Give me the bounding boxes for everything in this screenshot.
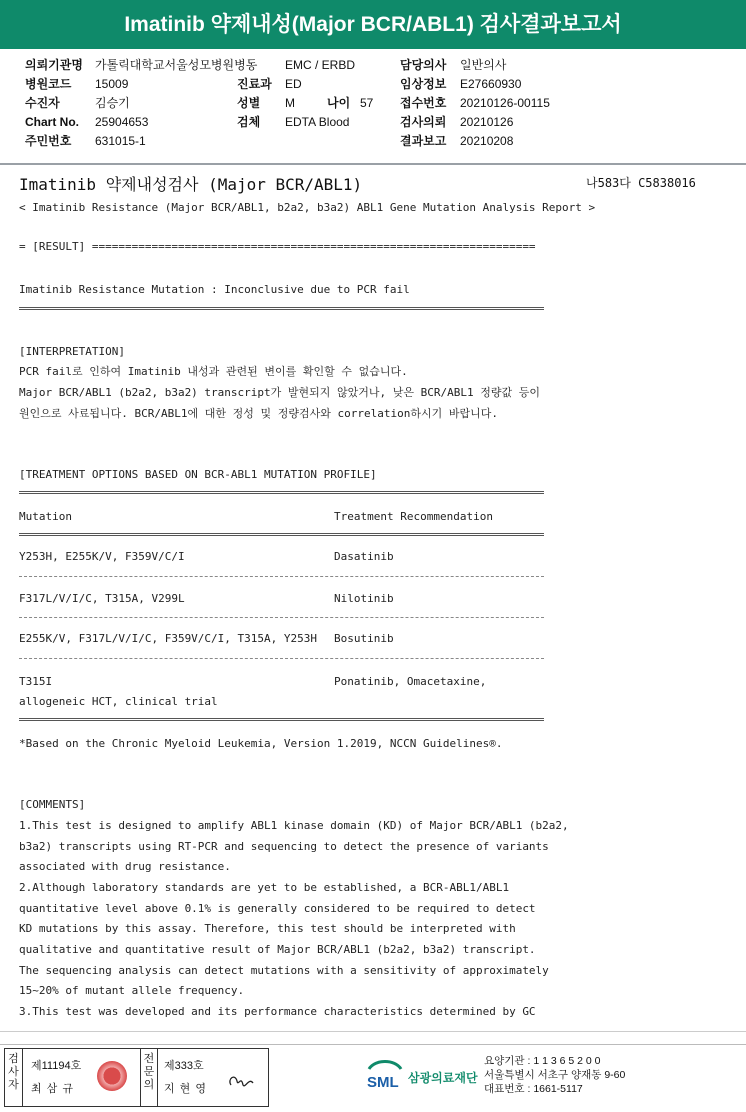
info-label: 임상정보 xyxy=(400,77,447,91)
interpretation-line: 원인으로 사료됩니다. BCR/ABL1에 대한 정성 및 정량검사와 correlation하시기 바랍니다. xyxy=(19,407,498,420)
info-label: 검체 xyxy=(237,115,261,129)
org-code: 요양기관 : 1 1 3 6 5 2 0 0 xyxy=(484,1055,601,1067)
info-label: Chart No. xyxy=(25,115,79,129)
table-row-mutation: F317L/V/I/C, T315A, V299L xyxy=(19,592,185,605)
report-footer xyxy=(0,1044,746,1112)
report-code: 나583다 C5838016 xyxy=(586,176,696,190)
seal-stamp-icon xyxy=(97,1061,127,1091)
info-value: EMC / ERBD xyxy=(285,58,356,72)
result-line: Imatinib Resistance Mutation : Inconclusive due to PCR fail xyxy=(19,283,410,296)
table-row-drug: Bosutinib xyxy=(334,632,394,645)
info-label: 접수번호 xyxy=(400,96,447,110)
comment-line: 2.Although laboratory standards are yet to be established, a BCR-ABL1/ABL1 xyxy=(19,881,510,894)
info-label: 진료과 xyxy=(237,77,272,91)
column-header-mutation: Mutation xyxy=(19,510,72,523)
info-value: 20210126-00115 xyxy=(460,96,550,110)
info-label: 담당의사 xyxy=(400,58,447,72)
divider xyxy=(19,658,544,659)
divider xyxy=(19,617,544,618)
info-value: 25904653 xyxy=(95,115,149,129)
info-value: EDTA Blood xyxy=(285,115,350,129)
interpretation-header: [INTERPRETATION] xyxy=(19,345,125,358)
sml-logo-icon xyxy=(365,1057,405,1096)
age-label: 나이 xyxy=(327,96,351,110)
interpretation-line: PCR fail로 인하여 Imatinib 내성과 관련된 변이를 확인할 수 없습니다. xyxy=(19,365,408,378)
org-info xyxy=(484,1054,625,1096)
divider xyxy=(19,491,544,494)
info-value: ED xyxy=(285,77,302,91)
examiner-name: 최 삼 규 xyxy=(31,1083,74,1095)
signature-icon xyxy=(225,1071,259,1093)
comment-line: 15~20% of mutant allele frequency. xyxy=(19,984,245,997)
comment-line: qualitative and quantitative result of Major BCR/ABL1 (b2a2, b3a2) transcript. xyxy=(19,943,536,956)
info-value: 가톨릭대학교서울성모병원병동 xyxy=(95,58,258,72)
comment-line: 1.This test is designed to amplify ABL1 kinase domain (KD) of Major BCR/ABL1 (b2a2, xyxy=(19,819,569,832)
comment-line: associated with drug resistance. xyxy=(19,860,231,873)
patient-info-block xyxy=(0,49,746,165)
comment-line: The sequencing analysis can detect mutations with a sensitivity of approximately xyxy=(19,964,549,977)
info-label: 성별 xyxy=(237,96,261,110)
org-phone: 대표번호 : 1661-5117 xyxy=(484,1083,583,1095)
header-divider xyxy=(0,163,746,165)
info-value: 20210126 xyxy=(460,115,514,129)
report-subtitle: Imatinib 약제내성검사 (Major BCR/ABL1) xyxy=(19,175,363,194)
table-row-mutation: Y253H, E255K/V, F359V/C/I xyxy=(19,550,185,563)
specialist-name: 지 현 영 xyxy=(164,1083,207,1095)
info-label: 의뢰기관명 xyxy=(25,58,83,72)
info-value: M xyxy=(285,96,295,110)
org-address: 서울특별시 서초구 양재동 9-60 xyxy=(484,1069,626,1081)
table-row-drug: Nilotinib xyxy=(334,592,394,605)
info-label: 검사의뢰 xyxy=(400,115,447,129)
comment-line: b3a2) transcripts using RT-PCR and sequencing to detect the presence of variants xyxy=(19,840,549,853)
examiner-license: 제11194호 xyxy=(31,1060,82,1072)
treatment-header: [TREATMENT OPTIONS BASED ON BCR-ABL1 MUTATION PROFILE] xyxy=(19,468,377,481)
examiner-label: 검사자 xyxy=(5,1049,23,1106)
divider xyxy=(19,307,544,310)
info-value: 631015-1 xyxy=(95,134,146,148)
interpretation-line: Major BCR/ABL1 (b2a2, b3a2) transcript가 발현되지 않았거나, 낮은 BCR/ABL1 정량값 등이 xyxy=(19,386,541,399)
info-label: 수진자 xyxy=(25,96,60,110)
comment-line: quantitative level above 0.1% is generally considered to be required to detect xyxy=(19,902,536,915)
table-row-mutation: T315I xyxy=(19,675,53,688)
comment-line: KD mutations by this assay. Therefore, this test should be interpreted with xyxy=(19,922,516,935)
table-row-drug: Ponatinib, Omacetaxine, xyxy=(334,675,487,688)
report-description: < Imatinib Resistance (Major BCR/ABL1, b2a2, b3a2) ABL1 Gene Mutation Analysis Report > xyxy=(19,201,596,214)
footnote: *Based on the Chronic Myeloid Leukemia, Version 1.2019, NCCN Guidelines®. xyxy=(19,737,503,750)
divider xyxy=(19,576,544,577)
comment-line: 3.This test was developed and its performance characteristics determined by GC xyxy=(19,1005,536,1018)
result-header: = [RESULT] =================================================================== xyxy=(19,240,536,253)
info-label: 주민번호 xyxy=(25,134,72,148)
specialist-license: 제333호 xyxy=(164,1060,204,1072)
specialist-label: 전문의 xyxy=(140,1049,158,1106)
info-value: 20210208 xyxy=(460,134,514,148)
info-value: E27660930 xyxy=(460,77,522,91)
table-row-drug: Dasatinib xyxy=(334,550,394,563)
info-label: 결과보고 xyxy=(400,134,447,148)
signature-box xyxy=(4,1048,269,1107)
svg-text:SML: SML xyxy=(367,1074,399,1091)
footer-divider xyxy=(0,1031,746,1032)
info-label: 병원코드 xyxy=(25,77,72,91)
info-value: 일반의사 xyxy=(460,58,507,72)
comments-header: [COMMENTS] xyxy=(19,798,86,811)
divider xyxy=(19,533,544,536)
table-row-extra: allogeneic HCT, clinical trial xyxy=(19,695,218,708)
divider xyxy=(19,718,544,721)
info-value: 김승기 xyxy=(95,96,130,110)
org-name: 삼광의료재단 xyxy=(408,1071,478,1085)
table-row-mutation: E255K/V, F317L/V/I/C, F359V/C/I, T315A, Y253H xyxy=(19,632,318,645)
column-header-treatment: Treatment Recommendation xyxy=(334,510,493,523)
report-title-banner: Imatinib 약제내성(Major BCR/ABL1) 검사결과보고서 xyxy=(0,0,746,49)
age-value: 57 xyxy=(360,96,374,110)
info-value: 15009 xyxy=(95,77,129,91)
